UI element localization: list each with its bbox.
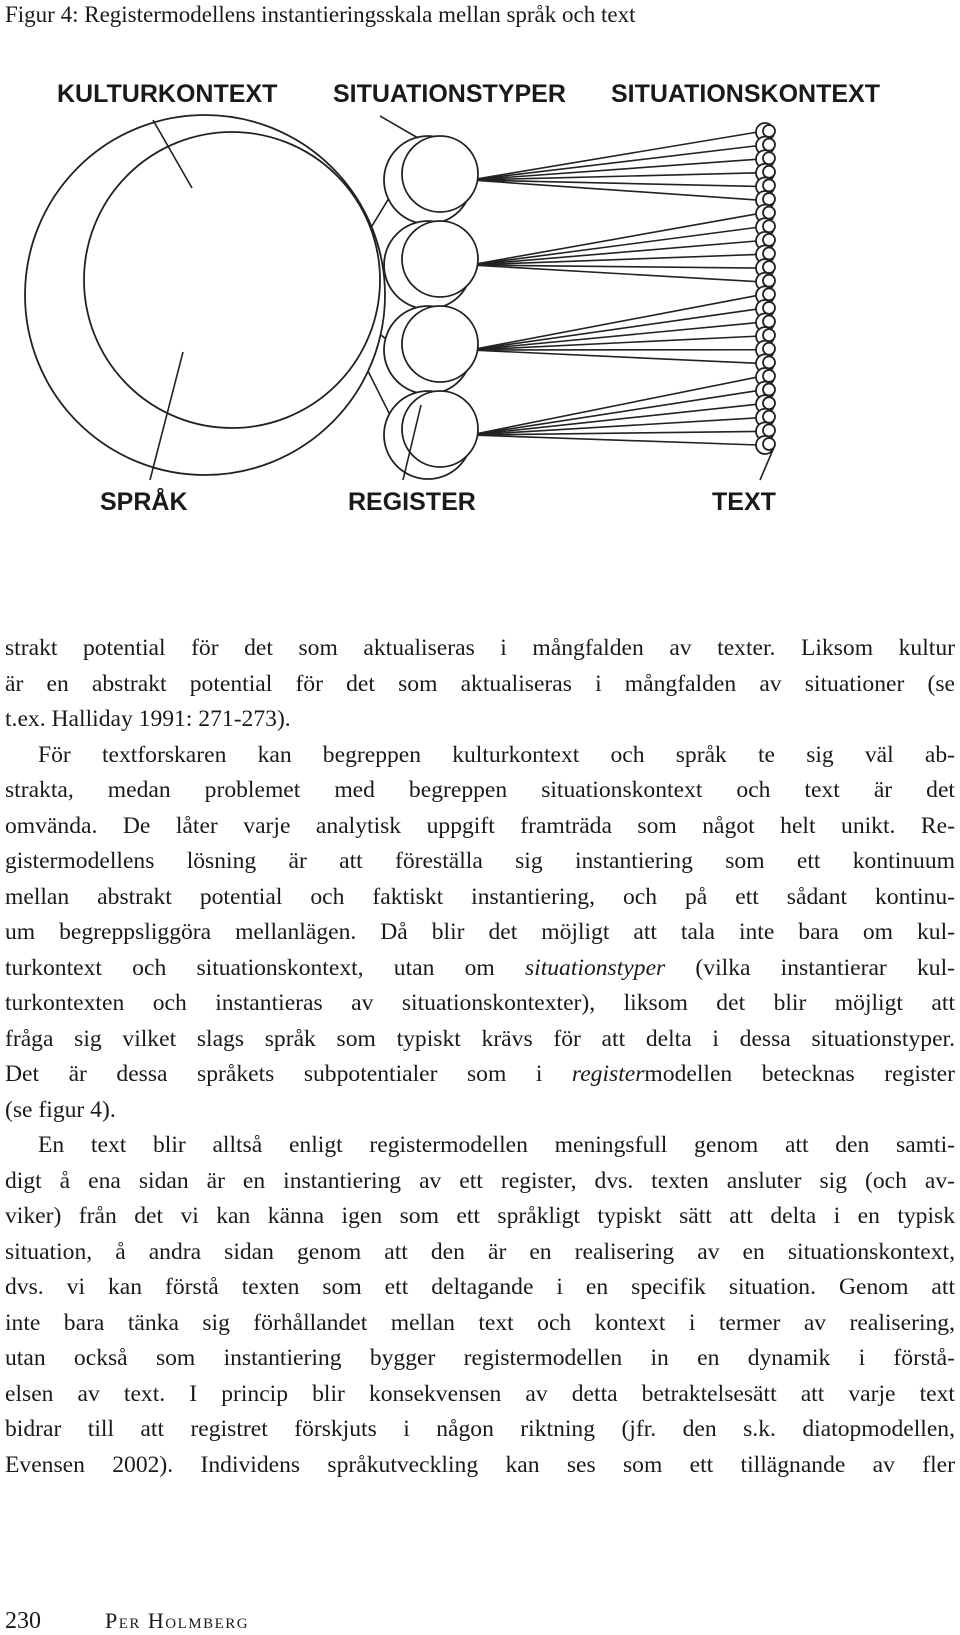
text-line: digt å ena sidan är en instantiering av ett register, dvs. texten ansluter sig (och av-: [5, 1164, 955, 1200]
label-situationstyper: SITUATIONSTYPER: [333, 80, 566, 108]
register-circle: [402, 221, 478, 297]
text-line: inte bara tänka sig förhållandet mellan text och kontext i termer av realisering,: [5, 1306, 955, 1342]
text-line: Evensen 2002). Individens språkutveckling kan ses som ett tillägnande av fler: [5, 1448, 955, 1484]
connector-line: [470, 295, 758, 350]
connector-line: [470, 132, 758, 180]
pointer-line: [380, 116, 418, 138]
connector-line: [470, 435, 758, 445]
connector-line: [470, 323, 758, 350]
text-line: gistermodellens lösning är att föreställa sig instantiering som ett kontinuum: [5, 844, 955, 880]
body-text: [5, 631, 955, 1483]
figure-caption: Figur 4: Registermodellens instantieringsskala mellan språk och text: [5, 0, 635, 30]
text-line: bidrar till att registret förskjuts i någon riktning (jfr. den s.k. diatopmodellen,: [5, 1412, 955, 1448]
text-circle: [763, 302, 775, 314]
text-line: turkontexten och instantieras av situationskontexter), liksom det blir möjligt att: [5, 986, 955, 1022]
text-line: situation, å andra sidan genom att den är en realisering av en situationskontext,: [5, 1235, 955, 1271]
text-line: En text blir alltså enligt registermodellen meningsfull genom att den samti-: [5, 1128, 955, 1164]
text-circle: [763, 193, 775, 205]
label-sprak: SPRÅK: [100, 487, 188, 516]
connector-line: [470, 350, 758, 363]
text-circle: [763, 125, 775, 137]
text-line: strakta, medan problemet med begreppen situationskontext och text är det: [5, 773, 955, 809]
text-circle: [763, 329, 775, 341]
text-line: turkontext och situationskontext, utan om situationstyper (vilka instantierar kul-: [5, 951, 955, 987]
text-circle: [763, 343, 775, 355]
text-line: Det är dessa språkets subpotentialer som i registermodellen betecknas register: [5, 1057, 955, 1093]
text-circle: [763, 424, 775, 436]
label-register: REGISTER: [348, 488, 476, 516]
text-line: är en abstrakt potential för det som aktualiseras i mångfalden av situationer (se: [5, 667, 955, 703]
connector-line: [470, 391, 758, 435]
page-footer: [5, 1608, 249, 1635]
text-circle: [763, 234, 775, 246]
text-line: dvs. vi kan förstå texten som ett deltagande i en specifik situation. Genom att: [5, 1270, 955, 1306]
text-circle: [763, 316, 775, 328]
label-kulturkontext: KULTURKONTEXT: [57, 80, 277, 108]
text-circle: [763, 139, 775, 151]
running-head-author: Per Holmberg: [105, 1608, 249, 1633]
text-circle: [763, 261, 775, 273]
text-line: elsen av text. I princip blir konsekvensen av detta betraktelsesätt att varje text: [5, 1377, 955, 1413]
text-circle: [763, 288, 775, 300]
text-line: fråga sig vilket slags språk som typiskt krävs för att delta i dessa situationstyper.: [5, 1022, 955, 1058]
text-circle: [763, 152, 775, 164]
text-circle: [763, 411, 775, 423]
text-line: utan också som instantiering bygger registermodellen in en dynamik i förstå-: [5, 1341, 955, 1377]
register-model-diagram: [0, 40, 960, 600]
label-situationskontext: SITUATIONSKONTEXT: [611, 80, 880, 108]
text-line: För textforskaren kan begreppen kulturkontext och språk te sig väl ab-: [5, 738, 955, 774]
text-line: strakt potential för det som aktualiseras i mångfalden av texter. Liksom kultur: [5, 631, 955, 667]
register-circle: [402, 306, 478, 382]
text-circle: [763, 356, 775, 368]
text-line: mellan abstrakt potential och faktiskt instantiering, och på ett sådant kontinu-: [5, 880, 955, 916]
register-circle: [402, 136, 478, 212]
text-circle: [763, 179, 775, 191]
text-circle: [763, 275, 775, 287]
text-line: omvända. De låter varje analytisk uppgift framträda som något helt unikt. Re-: [5, 809, 955, 845]
text-line: t.ex. Halliday 1991: 271-273).: [5, 702, 955, 738]
text-circle: [763, 397, 775, 409]
language-circle: [84, 132, 380, 428]
register-circle: [402, 391, 478, 467]
label-text: TEXT: [712, 488, 776, 516]
text-line: (se figur 4).: [5, 1093, 955, 1129]
text-circle: [763, 370, 775, 382]
text-line: um begreppsliggöra mellanlägen. Då blir det möjligt att tala inte bara om kul-: [5, 915, 955, 951]
text-circle: [763, 247, 775, 259]
text-circle: [763, 207, 775, 219]
text-circle: [763, 220, 775, 232]
connector-line: [470, 214, 758, 265]
text-line: viker) från det vi kan känna igen som ett språkligt typiskt sätt att delta i en typisk: [5, 1199, 955, 1235]
text-circle: [763, 384, 775, 396]
connector-line: [470, 241, 758, 265]
text-circle: [763, 166, 775, 178]
page-number: 230: [5, 1608, 105, 1635]
